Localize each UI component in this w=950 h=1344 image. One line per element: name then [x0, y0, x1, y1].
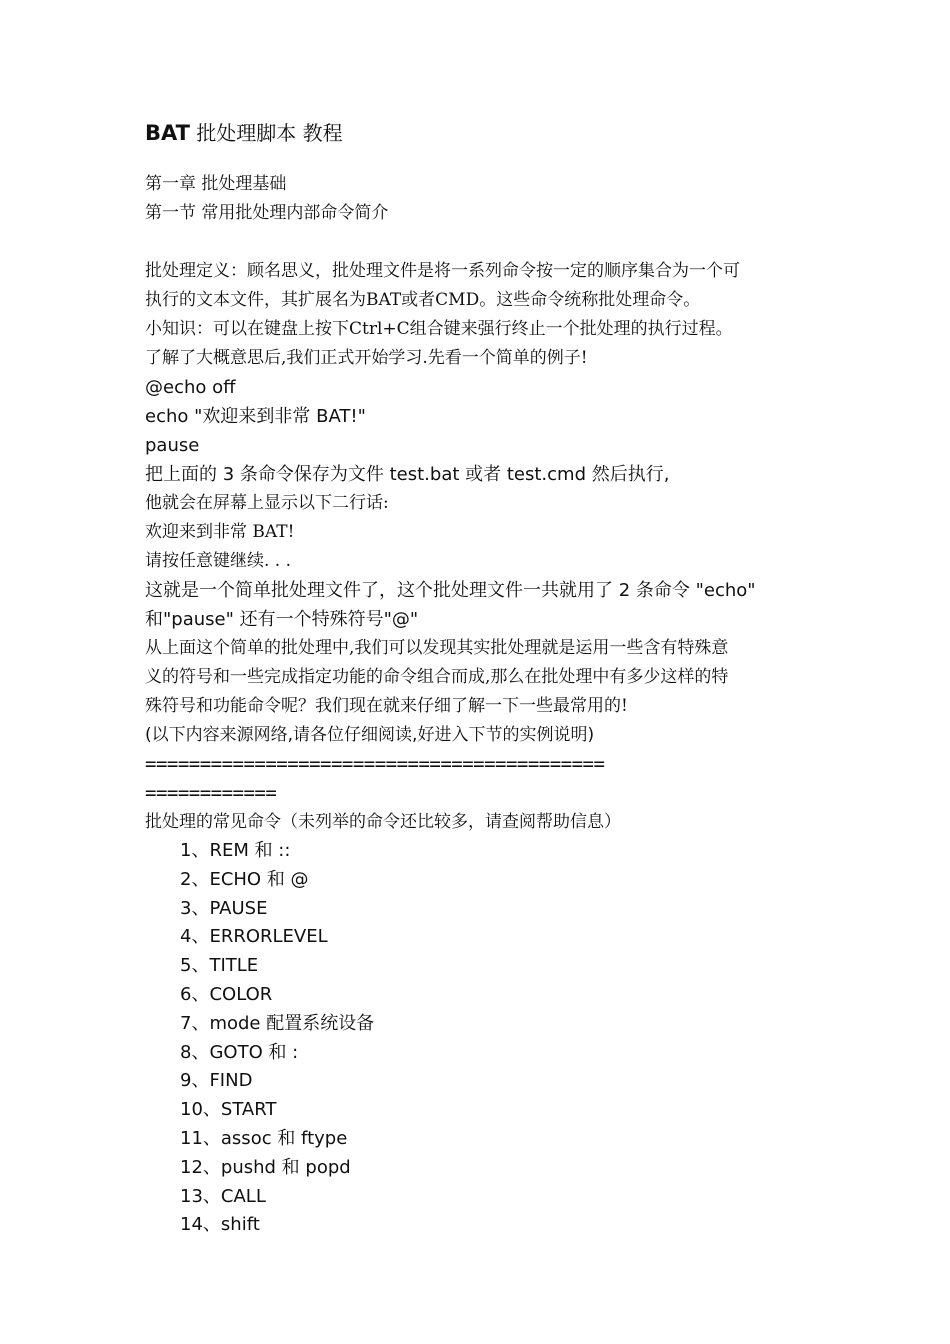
- list-item: 6、COLOR: [180, 983, 273, 1005]
- list-item: 1、REM 和 ::: [180, 840, 291, 861]
- list-item: 5、TITLE: [180, 955, 259, 977]
- list-item: 2、ECHO 和 @: [180, 868, 309, 890]
- text-line: 欢迎来到非常 BAT!: [145, 522, 295, 542]
- chapter-heading: 第一章 批处理基础: [145, 174, 287, 194]
- text-line: 批处理定义：顾名思义，批处理文件是将一系列命令按一定的顺序集合为一个可: [145, 261, 740, 281]
- list-item: 10、START: [180, 1099, 277, 1121]
- list-item: 11、assoc 和 ftype: [180, 1127, 348, 1149]
- list-item: 7、mode 配置系统设备: [180, 1012, 375, 1034]
- separator-line: ==========================================: [145, 753, 605, 775]
- text-line: 请按任意键继续. . .: [145, 551, 292, 571]
- list-item: 13、CALL: [180, 1185, 266, 1207]
- section-heading: 第一节 常用批处理内部命令简介: [145, 203, 389, 223]
- separator-line: ============: [145, 782, 277, 804]
- text-line: 义的符号和一些完成指定功能的命令组合而成,那么在批处理中有多少这样的特: [145, 667, 729, 687]
- list-item: 4、ERRORLEVEL: [180, 926, 328, 948]
- code-line: pause: [145, 435, 200, 456]
- document-page: [145, 118, 825, 1240]
- list-item: 14、shift: [180, 1214, 260, 1236]
- command-list: [145, 837, 825, 1240]
- text-line: 把上面的 3 条命令保存为文件 test.bat 或者 test.cmd 然后执行,: [145, 464, 670, 485]
- doc-title-rest: 批处理脚本 教程: [196, 121, 343, 145]
- doc-title: [145, 118, 825, 148]
- text-line: (以下内容来源网络,请各位仔细阅读,好进入下节的实例说明): [145, 725, 595, 745]
- doc-title-bold: BAT: [145, 121, 190, 145]
- text-line: 执行的文本文件，其扩展名为BAT或者CMD。这些命令统称批处理命令。: [145, 290, 701, 310]
- list-item: 8、GOTO 和 :: [180, 1041, 299, 1063]
- code-line: @echo off: [145, 377, 236, 398]
- list-item: 9、FIND: [180, 1070, 253, 1092]
- text-line: 小知识：可以在键盘上按下Ctrl+C组合键来强行终止一个批处理的执行过程。: [145, 319, 733, 339]
- list-item: 3、PAUSE: [180, 897, 268, 919]
- text-line: 他就会在屏幕上显示以下二行话:: [145, 493, 389, 513]
- text-line: 这就是一个简单批处理文件了，这个批处理文件一共就用了 2 条命令 "echo": [145, 580, 756, 601]
- code-line: echo "欢迎来到非常 BAT!": [145, 406, 366, 427]
- list-heading: 批处理的常见命令（未列举的命令还比较多，请查阅帮助信息）: [145, 812, 621, 832]
- spacer: [145, 228, 825, 257]
- text-line: 殊符号和功能命令呢？我们现在就来仔细了解一下一些最常用的!: [145, 696, 628, 716]
- text-line: 和"pause" 还有一个特殊符号"@": [145, 609, 419, 630]
- text-line: 从上面这个简单的批处理中,我们可以发现其实批处理就是运用一些含有特殊意: [145, 638, 729, 658]
- list-item: 12、pushd 和 popd: [180, 1156, 351, 1178]
- text-line: 了解了大概意思后,我们正式开始学习.先看一个简单的例子!: [145, 348, 588, 368]
- body-text: [145, 257, 825, 750]
